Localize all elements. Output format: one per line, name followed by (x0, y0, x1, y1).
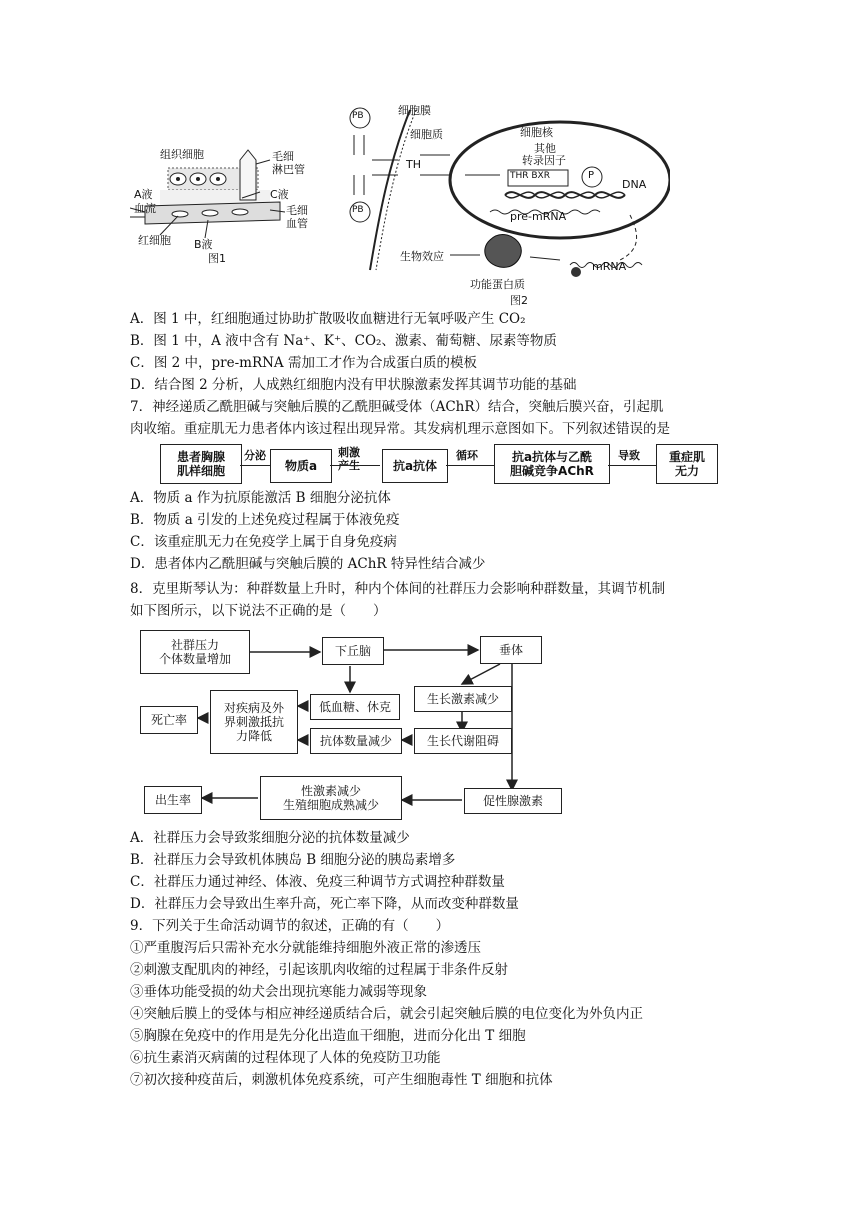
q7-option-a: A．物质 a 作为抗原能激活 B 细胞分泌抗体 (130, 490, 391, 506)
fig2-dna-label: DNA (622, 178, 647, 191)
q9-item-1: ①严重腹泻后只需补充水分就能维持细胞外液正常的渗透压 (130, 940, 481, 956)
fig2-pb-top: PB (352, 111, 364, 121)
q8-box-low-sugar: 低血糖、休克 (310, 694, 400, 720)
q8-option-c: C．社群压力通过神经、体液、免疫三种调节方式调控种群数量 (130, 874, 505, 890)
q8-option-d: D．社群压力会导致出生率升高，死亡率下降，从而改变种群数量 (130, 896, 519, 912)
fig1-tissue-cell-label: 组织细胞 (160, 148, 204, 161)
q6-option-a: A．图 1 中，红细胞通过协助扩散吸收血糖进行无氧呼吸产生 CO₂ (130, 311, 526, 327)
fig2-membrane-label: 细胞膜 (398, 104, 431, 117)
fig2-pre-mrna-label: pre-mRNA (510, 210, 567, 223)
q7-option-d: D．患者体内乙酰胆碱与突触后膜的 AChR 特异性结合减少 (130, 556, 486, 572)
q8-box-antibody-down: 抗体数量减少 (310, 728, 402, 754)
q8-box-gh-down: 生长激素减少 (414, 686, 512, 712)
q9-item-7: ⑦初次接种疫苗后，刺激机体免疫系统，可产生细胞毒性 T 细胞和抗体 (130, 1072, 553, 1088)
fig1-c-fluid-label: C液 (270, 188, 289, 201)
q7-box-compete: 抗a抗体与乙酰 胆碱竞争AChR (494, 444, 610, 484)
q8-box-death-rate: 死亡率 (140, 706, 198, 734)
fig2-other-label: 其他 (534, 142, 556, 155)
fig2-cytoplasm-label: 细胞质 (410, 128, 443, 141)
q8-box-resistance-down: 对疾病及外 界刺激抵抗 力降低 (210, 690, 298, 754)
fig1-lymph-label: 毛细 淋巴管 (272, 150, 305, 176)
q9-item-6: ⑥抗生素消灭病菌的过程体现了人体的免疫防卫功能 (130, 1050, 441, 1066)
q8-box-gonadotropin: 促性腺激素 (464, 788, 562, 814)
q8-box-social-pressure: 社群压力 个体数量增加 (140, 630, 250, 674)
q8-box-birth-rate: 出生率 (144, 786, 202, 814)
q9-item-4: ④突触后膜上的受体与相应神经递质结合后，就会引起突触后膜的电位变化为外负内正 (130, 1006, 643, 1022)
fig1-rbc-label: 红细胞 (138, 234, 171, 247)
fig2-pb-bottom: PB (352, 205, 364, 215)
q9-item-2: ②刺激支配肌肉的神经，引起该肌肉收缩的过程属于非条件反射 (130, 962, 508, 978)
q6-option-c: C．图 2 中，pre-mRNA 需加工才作为合成蛋白质的模板 (130, 355, 477, 371)
fig2-p-label: P (588, 170, 595, 181)
q7-arrow4-label: 导致 (618, 449, 640, 462)
fig1-b-fluid-label: B液 (194, 238, 213, 251)
q7-arrow2-label: 刺激 产生 (338, 446, 360, 472)
q7-arrow1-label: 分泌 (244, 449, 266, 462)
q9-item-3: ③垂体功能受损的幼犬会出现抗寒能力减弱等现象 (130, 984, 427, 1000)
q8-box-sex-hormone: 性激素减少 生殖细胞成熟减少 (260, 776, 402, 820)
fig2-mrna-label: mRNA (592, 260, 627, 273)
fig2-caption: 图2 (510, 294, 528, 307)
q9-item-5: ⑤胸腺在免疫中的作用是先分化出造血干细胞，进而分化出 T 细胞 (130, 1028, 526, 1044)
q8-option-b: B．社群压力会导致机体胰岛 B 细胞分泌的胰岛素增多 (130, 852, 456, 868)
q7-option-c: C．该重症肌无力在免疫学上属于自身免疫病 (130, 534, 397, 550)
q8-stem-line1: 8．克里斯琴认为：种群数量上升时，种内个体间的社群压力会影响种群数量，其调节机制 (130, 581, 666, 597)
q7-box-antibody: 抗a抗体 (382, 449, 448, 483)
q7-box-thymus: 患者胸腺 肌样细胞 (160, 444, 242, 484)
q8-box-hypothalamus: 下丘脑 (322, 637, 384, 665)
fig2-th-label: TH (406, 158, 421, 171)
fig1-blood-flow-label: 血流 (134, 202, 156, 215)
fig2-thr-bxr-label: THR BXR (510, 171, 550, 181)
q7-box-substance-a: 物质a (270, 449, 332, 483)
q8-box-growth-block: 生长代谢阻碍 (414, 728, 512, 754)
q8-box-pituitary: 垂体 (480, 636, 542, 664)
q6-option-b: B．图 1 中，A 液中含有 Na⁺、K⁺、CO₂、激素、葡萄糖、尿素等物质 (130, 333, 557, 349)
fig1-a-fluid-label: A液 (134, 188, 153, 201)
q7-arrow3-label: 循环 (456, 449, 478, 462)
fig1-capillary-label: 毛细 血管 (286, 204, 308, 230)
q7-stem-line2: 肉收缩。重症肌无力患者体内该过程出现异常。其发病机理示意图如下。下列叙述错误的是 (130, 421, 670, 437)
q7-option-b: B．物质 a 引发的上述免疫过程属于体液免疫 (130, 512, 400, 528)
fig2-tf-label: 转录因子 (522, 154, 566, 167)
q6-option-d: D．结合图 2 分析，人成熟红细胞内没有甲状腺激素发挥其调节功能的基础 (130, 377, 577, 393)
q7-stem-line1: 7．神经递质乙酰胆碱与突触后膜的乙酰胆碱受体（AChR）结合，突触后膜兴奋，引起肌 (130, 399, 664, 415)
q8-stem-line2: 如下图所示，以下说法不正确的是（ ） (130, 603, 387, 619)
q8-option-a: A．社群压力会导致浆细胞分泌的抗体数量减少 (130, 830, 410, 846)
q9-stem: 9．下列关于生命活动调节的叙述，正确的有（ ） (130, 918, 450, 934)
fig2-nucleus-label: 细胞核 (520, 126, 553, 139)
fig2-bio-effect-label: 生物效应 (400, 250, 444, 263)
fig2-func-protein-label: 功能蛋白质 (470, 278, 525, 291)
q7-box-myasthenia: 重症肌 无力 (656, 444, 718, 484)
fig1-caption: 图1 (208, 252, 226, 265)
